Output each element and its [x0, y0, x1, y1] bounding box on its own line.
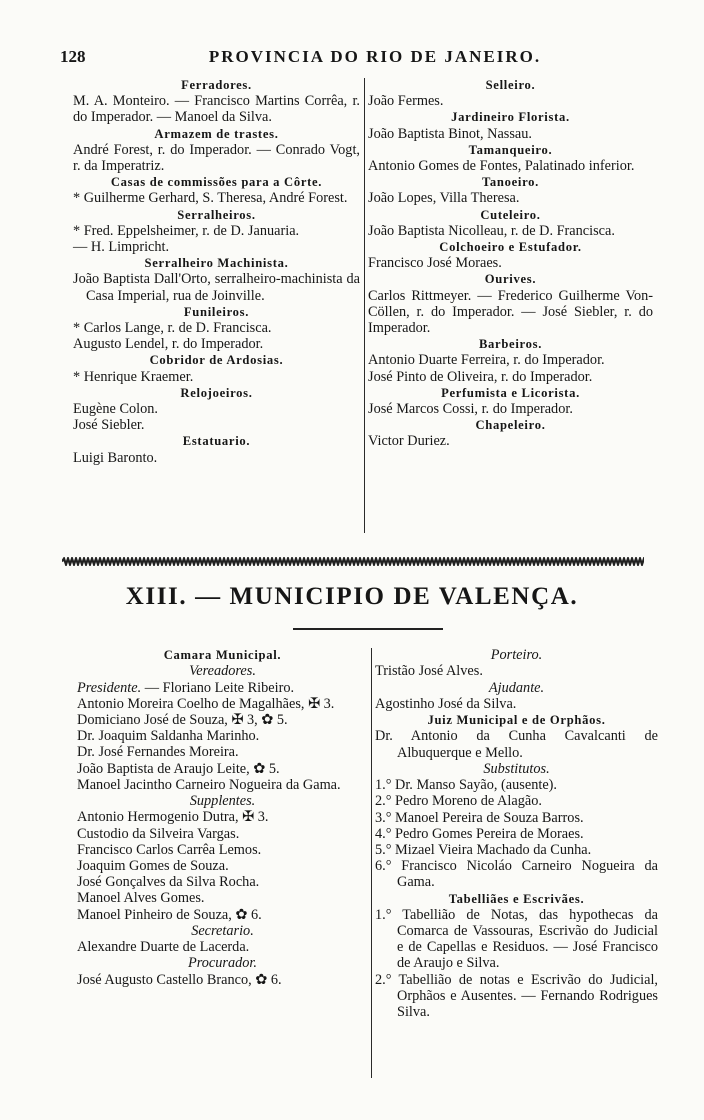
entry-estatuario: Luigi Baronto.	[73, 449, 158, 466]
entry-serralheiro-machinista: João Baptista Dall'Orto, serralheiro-machinista da Casa Imperial, rua de Joinville.	[73, 271, 360, 304]
heading-juiz-municipal: Juiz Municipal e de Orphãos.	[427, 713, 606, 728]
heading-tamanqueiro: Tamanqueiro.	[468, 142, 553, 157]
heading-vereadores: Vereadores.	[189, 663, 256, 680]
heading-colchoeiro: Colchoeiro e Estufador.	[439, 240, 582, 255]
entry-supplente-6: Manoel Alves Gomes.	[77, 890, 205, 907]
entry-serralheiros-1: * Fred. Eppelsheimer, r. de D. Januaria.	[73, 222, 300, 239]
entry-tanoeiro: João Lopes, Villa Theresa.	[368, 190, 520, 207]
entry-relojoeiros-2: José Siebler.	[73, 417, 145, 434]
entry-tamanqueiro: Antonio Gomes de Fontes, Palatinado inferior.	[368, 158, 635, 175]
entry-substituto-5: 5.° Mizael Vieira Machado da Cunha.	[375, 842, 592, 859]
entry-vereador-4: Dr. José Fernandes Moreira.	[77, 744, 239, 761]
heading-substitutos: Substitutos.	[483, 760, 550, 777]
entry-vereador-3: Dr. Joaquim Saldanha Marinho.	[77, 728, 260, 745]
top-left-column	[73, 77, 360, 466]
bottom-left-column	[77, 647, 368, 988]
entry-supplente-5: José Gonçalves da Silva Rocha.	[77, 874, 260, 891]
entry-vereador-5: João Baptista de Araujo Leite, ✿ 5.	[77, 760, 280, 777]
heading-funileiros: Funileiros.	[183, 304, 250, 319]
heading-barbeiros: Barbeiros.	[478, 337, 543, 352]
entry-ajudante: Agostinho José da Silva.	[375, 696, 517, 713]
column-divider-top	[364, 78, 365, 533]
entry-barbeiros-1: Antonio Duarte Ferreira, r. do Imperador.	[368, 352, 605, 369]
heading-cobridor: Cobridor de Ardosias.	[149, 353, 284, 368]
entry-secretario: Alexandre Duarte de Lacerda.	[77, 939, 250, 956]
entry-funileiros-1: * Carlos Lange, r. de D. Francisca.	[73, 320, 272, 337]
entry-barbeiros-2: José Pinto de Oliveira, r. do Imperador.	[368, 368, 593, 385]
entry-substituto-6: 6.° Francisco Nicoláo Carneiro Nogueira da Gama.	[375, 858, 658, 891]
heading-serralheiro-machinista: Serralheiro Machinista.	[144, 256, 289, 271]
presidente-name: — Floriano Leite Ribeiro.	[141, 679, 295, 696]
entry-supplente-2: Custodio da Silveira Vargas.	[77, 825, 240, 842]
heading-serralheiros: Serralheiros.	[177, 207, 256, 222]
heading-ferradores: Ferradores.	[181, 78, 252, 92]
entry-tabelliao-2: 2.° Tabellião de notas e Escrivão do Judicial, Orphãos e Ausentes. — Fernando Rodrigues Silva.	[375, 971, 658, 1021]
heading-camara-municipal: Camara Municipal.	[163, 648, 282, 662]
entry-vereador-6: Manoel Jacintho Carneiro Nogueira da Gama.	[77, 776, 341, 793]
bottom-right-column	[375, 647, 658, 1020]
heading-tabelliaes: Tabelliães e Escrivães.	[448, 891, 585, 906]
entry-vereador-2: Domiciano José de Souza, ✠ 3, ✿ 5.	[77, 712, 288, 729]
entry-serralheiros-2: — H. Limpricht.	[73, 239, 170, 256]
heading-ajudante: Ajudante.	[488, 679, 545, 696]
heading-tanoeiro: Tanoeiro.	[481, 175, 540, 190]
entry-substituto-3: 3.° Manoel Pereira de Souza Barros.	[375, 809, 584, 826]
heading-estatuario: Estatuario.	[182, 434, 251, 449]
entry-substituto-2: 2.° Pedro Moreno de Alagão.	[375, 793, 542, 810]
heading-ourives: Ourives.	[484, 272, 537, 287]
heading-porteiro: Porteiro.	[490, 647, 543, 663]
entry-jardineiro: João Baptista Binot, Nassau.	[368, 125, 533, 142]
entry-supplente-1: Antonio Hermogenio Dutra, ✠ 3.	[77, 809, 269, 826]
heading-perfumista: Perfumista e Licorista.	[441, 385, 580, 400]
section-title: XIII. — MUNICIPIO DE VALENÇA.	[125, 583, 579, 610]
heading-jardineiro: Jardineiro Florista.	[451, 110, 570, 125]
heading-supplentes: Supplentes.	[189, 793, 256, 810]
heading-cuteleiro: Cuteleiro.	[480, 207, 541, 222]
entry-casas-commissoes: * Guilherme Gerhard, S. Theresa, André Forest.	[73, 190, 348, 207]
page-title: PROVINCIA DO RIO DE JANEIRO.	[208, 47, 542, 66]
entry-substituto-1: 1.° Dr. Manso Sayão, (ausente).	[375, 777, 558, 794]
entry-cuteleiro: João Baptista Nicolleau, r. de D. Francisca.	[368, 222, 615, 239]
top-right-column	[368, 77, 653, 450]
entry-ourives: Carlos Rittmeyer. — Frederico Guilherme Von-Cöllen, r. do Imperador. — José Siebler, r. do Imperador.	[368, 287, 653, 337]
heading-procurador: Procurador.	[188, 955, 257, 972]
entry-perfumista: José Marcos Cossi, r. do Imperador.	[368, 401, 573, 418]
ornamental-separator	[62, 557, 644, 566]
heading-relojoeiros: Relojoeiros.	[180, 385, 253, 400]
entry-supplente-3: Francisco Carlos Carrêa Lemos.	[77, 841, 262, 858]
running-header	[60, 47, 660, 69]
entry-procurador: José Augusto Castello Branco, ✿ 6.	[77, 971, 282, 988]
heading-casas-commissoes: Casas de commissões para a Côrte.	[110, 175, 323, 190]
entry-funileiros-2: Augusto Lendel, r. do Imperador.	[73, 336, 264, 353]
title-rule	[293, 628, 443, 630]
entry-selleiro: João Fermes.	[368, 93, 444, 110]
entry-substituto-4: 4.° Pedro Gomes Pereira de Moraes.	[375, 825, 584, 842]
heading-selleiro: Selleiro.	[485, 78, 536, 92]
entry-relojoeiros-1: Eugène Colon.	[73, 401, 158, 418]
entry-chapeleiro: Victor Duriez.	[368, 433, 450, 450]
presidente-label: Presidente.	[77, 679, 142, 696]
entry-supplente-7: Manoel Pinheiro de Souza, ✿ 6.	[77, 906, 262, 923]
heading-armazem: Armazem de trastes.	[154, 126, 279, 141]
heading-secretario: Secretario.	[191, 922, 254, 939]
entry-armazem: André Forest, r. do Imperador. — Conrado Vogt, r. da Imperatriz.	[73, 141, 360, 175]
entry-cobridor: * Henrique Kraemer.	[73, 368, 194, 385]
entry-colchoeiro: Francisco José Moraes.	[368, 255, 502, 272]
entry-presidente	[77, 680, 368, 696]
entry-tabelliao-1: 1.° Tabellião de Notas, das hypothecas da Comarca de Vassouras, Escrivão do Judicial e de Capellas e Residuos. — José Francisco de Araujo e Silva.	[375, 906, 658, 972]
heading-chapeleiro: Chapeleiro.	[475, 418, 546, 433]
entry-ferradores: M. A. Monteiro. — Francisco Martins Corrêa, r. do Imperador. — Manoel da Silva.	[73, 93, 360, 126]
entry-supplente-4: Joaquim Gomes de Souza.	[77, 858, 229, 875]
wavy-rule	[62, 559, 644, 565]
entry-porteiro: Tristão José Alves.	[375, 663, 483, 680]
page-number: 128	[60, 47, 86, 66]
entry-juiz-municipal: Dr. Antonio da Cunha Cavalcanti de Albuquerque e Mello.	[375, 728, 658, 761]
entry-vereador-1: Antonio Moreira Coelho de Magalhães, ✠ 3.	[77, 695, 335, 712]
column-divider-bottom	[371, 648, 372, 1078]
